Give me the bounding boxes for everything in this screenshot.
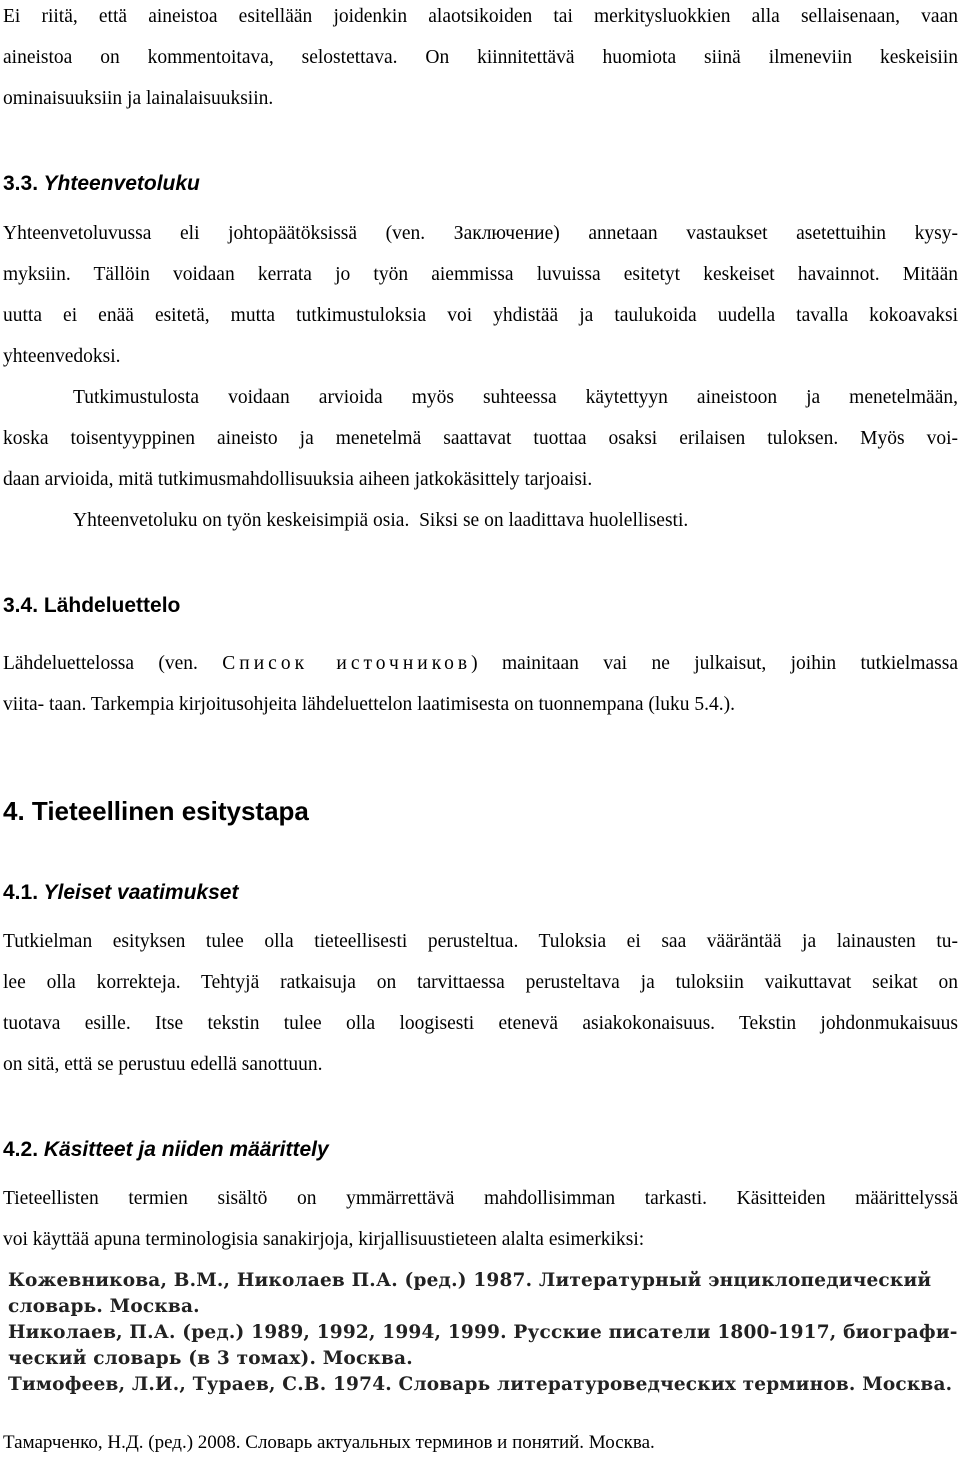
text-line: Tutkielman esityksen tulee olla tieteellisesti perusteltua. Tuloksia ei saa vääräntää ja lainausten tu- <box>3 931 958 952</box>
reference-line: Кожевникова, В.М., Николаев П.А. (ред.) 1987. Литературный энциклопедический <box>8 1270 932 1291</box>
heading-4: 4. Tieteellinen esitystapa <box>3 796 309 826</box>
text-line: lee olla korrekteja. Tehtyjä ratkaisuja on tarvittaessa perusteltava ja tuloksiin vaikuttavat seikat on <box>3 972 958 993</box>
section-4-1-paragraph <box>3 921 958 1085</box>
heading-title: Yhteenvetoluku <box>43 172 200 195</box>
reference-list <box>8 1268 958 1398</box>
text-line: myksiin. Tällöin voidaan kerrata jo työn aiemmissa luvuissa esitetyt keskeiset havainnot. Mitään <box>3 264 958 285</box>
text-line: Tutkimustulosta voidaan arvioida myös suhteessa käytettyyn aineistoon ja menetelmään, <box>73 387 958 408</box>
section-3-3-paragraph-2 <box>3 377 958 500</box>
intro-line: Ei riitä, että aineistoa esitellään joidenkin alaotsikoiden tai merkitysluokkien alla sellaisenaan, vaan <box>3 6 958 27</box>
text-line: on sitä, että se perustuu edellä sanottuun. <box>3 1054 323 1075</box>
heading-title: Lähdeluettelo <box>43 594 181 617</box>
text-line: daan arvioida, mitä tutkimusmahdollisuuksia aiheen jatkokäsittely tarjoaisi. <box>3 469 593 490</box>
heading-number: 4.1. <box>3 881 39 904</box>
heading-3-3 <box>3 172 200 196</box>
text-line: yhteenvedoksi. <box>3 346 121 367</box>
text-line: Yhteenvetoluvussa eli johtopäätöksissä (ven. Заключение) annetaan vastaukset asetettuihin kysy- <box>3 223 958 244</box>
text-fragment: Lähdeluettelossa (ven. <box>3 653 223 674</box>
text-line: viita- taan. Tarkempia kirjoitusohjeita lähdeluettelon laatimisesta on tuonnempana (luku 5.4.). <box>3 694 736 715</box>
text-line <box>3 643 958 684</box>
text-line: Yhteenvetoluku on työn keskeisimpiä osia. Siksi se on laadittava huolellisesti. <box>73 510 689 531</box>
reference-line: Николаев, П.А. (ред.) 1989, 1992, 1994, 1999. Русские писатели 1800-1917, биографи- <box>8 1322 958 1343</box>
text-fragment: ) mainitaan vai ne julkaisut, joihin tutkielmassa <box>471 653 958 674</box>
section-3-4-paragraph <box>3 643 958 725</box>
heading-title: Yleiset vaatimukset <box>43 881 239 904</box>
section-4-2-paragraph <box>3 1178 958 1260</box>
text-line: Tieteellisten termien sisältö on ymmärrettävä mahdollisimman tarkasti. Käsitteiden määrittelyssä <box>3 1188 958 1209</box>
heading-number: 3.4. <box>3 594 39 617</box>
text-line: voi käyttää apuna terminologisia sanakirjoja, kirjallisuustieteen alalta esimerkiksi: <box>3 1229 645 1250</box>
heading-4-1 <box>3 881 238 905</box>
reference-line: ческий словарь (в 3 томах). Москва. <box>8 1348 413 1369</box>
russian-term: Список источников <box>222 653 472 674</box>
text-line: tuotava esille. Itse tekstin tulee olla loogisesti etenevä asiakokonaisuus. Tekstin johdonmukaisuus <box>3 1013 958 1034</box>
intro-paragraph <box>3 0 958 119</box>
intro-line: aineistoa on kommentoitava, selostettava. On kiinnitettävä huomiota siinä ilmeneviin keskeisiin <box>3 47 958 68</box>
section-3-3-paragraph-3 <box>3 500 958 541</box>
text-line: uutta ei enää esitetä, mutta tutkimustuloksia voi yhdistää ja taulukoida uudella tavalla kokoavaksi <box>3 305 958 326</box>
heading-number: 3.3. <box>3 172 39 195</box>
heading-number: 4.2. <box>3 1138 39 1161</box>
reference-last: Тамарченко, Н.Д. (ред.) 2008. Словарь актуальных терминов и понятий. Москва. <box>3 1432 655 1453</box>
section-3-3-paragraph-1 <box>3 213 958 377</box>
intro-line: ominaisuuksiin ja lainalaisuuksiin. <box>3 88 274 109</box>
reference-line: Тимофеев, Л.И., Тураев, С.В. 1974. Словарь литературоведческих терминов. Москва. <box>8 1374 953 1395</box>
heading-4-2 <box>3 1138 329 1162</box>
text-line: koska toisentyyppinen aineisto ja menetelmä saattavat tuottaa osaksi erilaisen tuloksen. Myös voi- <box>3 428 958 449</box>
heading-title: Käsitteet ja niiden määrittely <box>43 1138 329 1161</box>
heading-3-4 <box>3 594 180 618</box>
reference-line: словарь. Москва. <box>8 1296 200 1317</box>
